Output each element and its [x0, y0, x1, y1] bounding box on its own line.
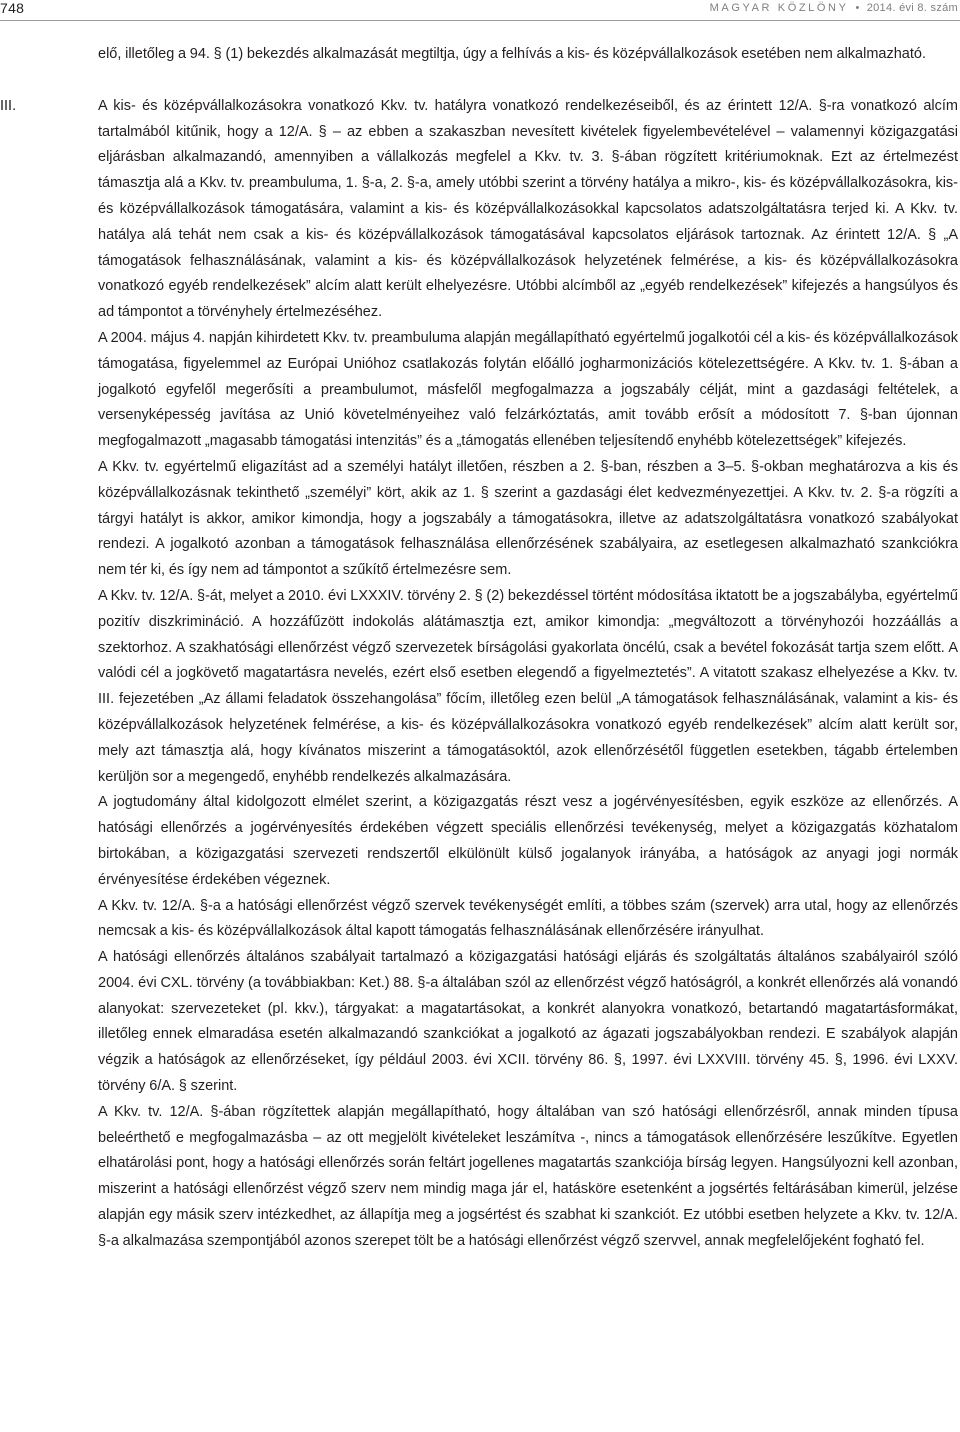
paragraph: A Kkv. tv. 12/A. §-ában rögzítettek alapján megállapítható, hogy általában van szó hatósági ellenőrzésről, annak minden típusa beleérthető e megfogalmazásba – az ott megjelölt kivételeket leszámítva -, nincs a támogatások ellenőrzésére leszűkítve. Egyetlen elhatárolási pont, hogy a hatósági ellenőrzés során feltárt jogellenes magatartás szankciója bírság legyen. Hangsúlyozni kell azonban, miszerint a hatósági ellenőrzést végző szerv nem mindig maga jár el, hatásköre esetenként a jogsértés feltárásában kimerül, jelzése alapján egy másik szerv intézkedhet, az állapítja meg a jogsértést és szabhat ki szankciót. Ez utóbbi esetben helyzete a Kkv. tv. 12/A. §-a alkalmazása szempontjából azonos szerepet tölt be a hatósági ellenőrzést végző szervvel, annak megfelelőjeként fogható fel.	[98, 1103, 958, 1249]
section-number: III.	[0, 97, 17, 114]
document-body	[0, 42, 959, 1255]
paragraph: A Kkv. tv. 12/A. §-a a hatósági ellenőrzést végző szervek tevékenységét említi, a többes szám (szervek) arra utal, hogy az ellenőrzés nemcsak a kis- és középvállalkozások által kapott támogatás felhasználásának ellenőrzésére irányulhat.	[98, 897, 958, 940]
paragraph: A Kkv. tv. egyértelmű eligazítást ad a személyi hatályt illetően, részben a 2. §-ban, részben a 3–5. §-okban meghatározva a kis és középvállalkozásnak tekinthető „személyi” kört, akik az 1. § szerint a gazdasági élet kedvezményezettjei. A Kkv. tv. 2. §-a rögzíti a tárgyi hatályt is akkor, amikor kimondja, hogy a jogszabály a támogatásokra, illetve az adatszolgáltatásra vonatkozó szabályokat rendezi. A jogalkotó azonban a támogatások felhasználása ellenőrzésének szabályaira, az esetlegesen alkalmazható szankciókra nem tér ki, és így nem ad támpontot a szűkítő értelmezésre sem.	[98, 458, 958, 579]
paragraph: A Kkv. tv. 12/A. §-át, melyet a 2010. évi LXXXIV. törvény 2. § (2) bekezdéssel történt módosítása iktatott be a jogszabályba, egyértelmű pozitív diszkrimináció. A hozzáfűzött indokolás alátámasztja ezt, amikor kimondja: „megváltozott a törvényhozói hozzáállás a szektorhoz. A szakhatósági ellenőrzést végző szervezetek bírságolási gyakorlata öncélú, csak a bevétel fokozását tartja szem előtt. A valódi cél a jogkövető magatartásra nevelés, ezért első esetben elegendő a figyelmeztetés”. A vitatott szakasz elhelyezése a Kkv. tv. III. fejezetében „Az állami feladatok összehangolása” főcím, illetőleg ezen belül „A támogatások felhasználásának, valamint a kis- és középvállalkozások helyzetének felmérése, a kis- és középvállalkozásokra vonatkozó egyéb rendelkezések” alcím alatt került sor, mely azt támasztja alá, hogy kívánatos miszerint a támogatásoktól, azok ellenőrzésétől független esetekben, tágabb értelemben kerüljön sor a megengedő, enyhébb rendelkezés alkalmazására.	[98, 587, 958, 785]
header-separator: •	[855, 2, 860, 14]
paragraph: A jogtudomány által kidolgozott elmélet szerint, a közigazgatás részt vesz a jogérvényesítésben, egyik eszköze az ellenőrzés. A hatósági ellenőrzés a jogérvényesítés érdekében végzett speciális ellenőrzési tevékenység, melyet a közigazgatás közhatalom birtokában, a közigazgatási szervezeti rendszertől elkülönült külső jogalanyok irányába, a hatóságok az anyagi jogi normák érvényesítése érdekében végeznek.	[98, 794, 958, 888]
paragraph: A kis- és középvállalkozásokra vonatkozó Kkv. tv. hatályra vonatkozó rendelkezéseiből, és az érintett 12/A. §-ra vonatkozó alcím tartalmából kitűnik, hogy a 12/A. § – az ebben a szakaszban nevesített kivételek figyelembevételével – valamennyi közigazgatási eljárásban alkalmazandó, amennyiben a vállalkozás megfelel a Kkv. tv. 3. §-ában rögzített kritériumoknak. Ezt az értelmezést támasztja alá a Kkv. tv. preambuluma, 1. §-a, 2. §-a, amely utóbbi szerint a törvény hatálya a mikro-, kis- és középvállalkozásokra, kis- és középvállalkozások támogatására, valamint a kis- és középvállalkozásokkal kapcsolatos adatszolgáltatásra terjed ki. A Kkv. tv. hatálya alá tehát nem csak a kis- és középvállalkozások támogatásával kapcsolatos eljárások tartoznak. Az érintett 12/A. § „A támogatások felhasználásának, valamint a kis- és középvállalkozások helyzetének felmérése, a kis- és középvállalkozásokra vonatkozó egyéb rendelkezések” alcím alatt került elhelyezésre. Utóbbi alcímből az „egyéb rendelkezések” kifejezés a hangsúlyos és ad támpontot a törvényhely értelmezéséhez.	[98, 97, 958, 321]
paragraph: A 2004. május 4. napján kihirdetett Kkv. tv. preambuluma alapján megállapítható egyértelmű jogalkotói cél a kis- és középvállalkozások támogatása, figyelemmel az Európai Unióhoz csatlakozás folytán előálló jogharmonizációs kötelezettségére. A Kkv. tv. 1. §-ában a jogalkotó egyfelől megerősíti a preambulumot, másfelől megfogalmazza a jogszabály célját, mint a gazdasági feltételek, a versenyképesség javítása az Unió követelményeihez való felzárkóztatás, amit tovább erősít a módosított 7. §-ban újonnan megfogalmazott „magasabb támogatási intenzitás” és a „támogatás ellenében teljesítendő enyhébb kötelezettségek” kifejezés.	[98, 329, 959, 450]
header-divider	[0, 20, 960, 21]
running-head	[710, 1, 958, 15]
section-iii	[0, 94, 959, 1255]
journal-name: MAGYAR KÖZLÖNY	[709, 2, 849, 14]
paragraph: A hatósági ellenőrzés általános szabályait tartalmazó a közigazgatási hatósági eljárás és szolgáltatás általános szabályairól szóló 2004. évi CXL. törvény (a továbbiakban: Ket.) 88. §-a általában szól az ellenőrzést végző hatóságról, a konkrét ellenőrzés alá vonandó alanyokat: szervezeteket (pl. kkv.), tárgyakat: a magatartásokat, a konkrét alanyokra vonatkozó, betartandó magatartásformákat, illetőleg ennek elmaradása esetén alkalmazandó szankciókat a jogalkotó az ágazati jogszabályokban rendezi. E szabályok alapján végzik a hatóságok az ellenőrzéseket, így például 2003. évi XCII. törvény 86. §, 1997. évi LXXVIII. törvény 45. §, 1996. évi LXXV. törvény 6/A. § szerint.	[98, 949, 958, 1095]
page-header	[0, 0, 960, 20]
paragraph-intro-continuation: elő, illetőleg a 94. § (1) bekezdés alkalmazását megtiltja, úgy a felhívás a kis- és középvállalkozások esetében nem alkalmazható.	[98, 46, 926, 62]
page-number: 748	[0, 0, 25, 16]
issue-label: 2014. évi 8. szám	[866, 2, 958, 14]
